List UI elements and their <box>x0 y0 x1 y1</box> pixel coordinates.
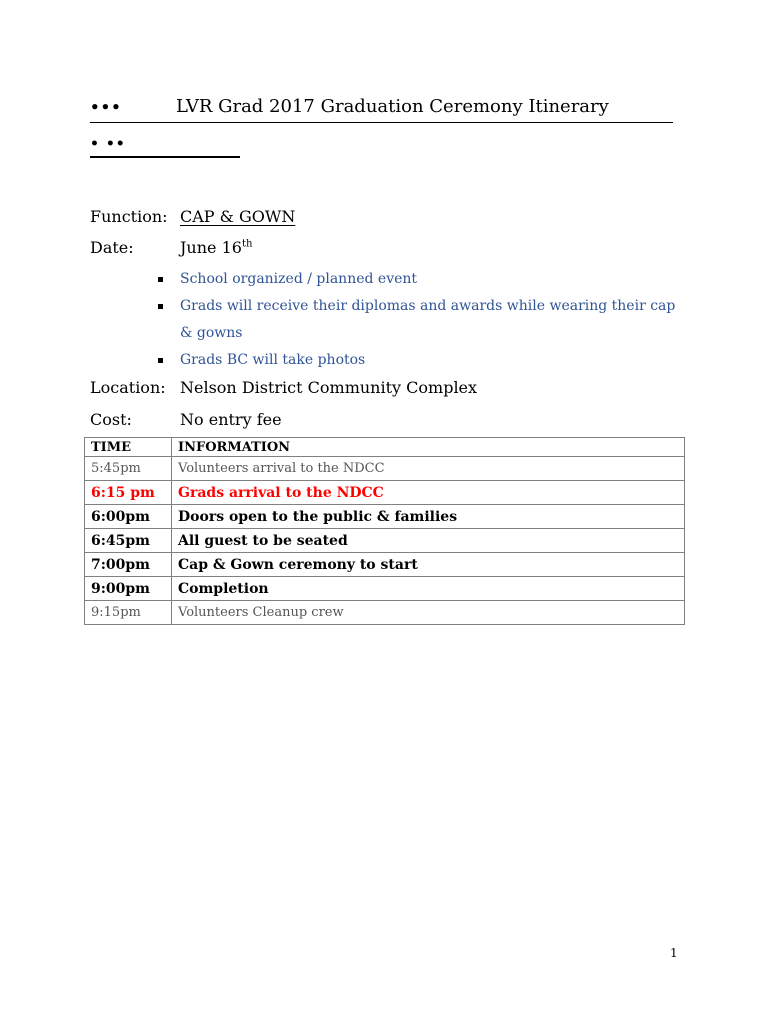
time-cell: 6:45pm <box>85 529 172 553</box>
table-row <box>85 529 685 553</box>
information-cell: Cap & Gown ceremony to start <box>172 553 685 577</box>
list-item <box>156 266 686 293</box>
square-bullet-icon <box>158 304 163 309</box>
information-cell: Volunteers Cleanup crew <box>172 601 685 625</box>
information-cell: Completion <box>172 577 685 601</box>
list-item-text: Grads will receive their diplomas and awards while wearing their cap & gowns <box>180 298 676 341</box>
function-label: Function: <box>90 207 168 226</box>
list-item-text: Grads BC will take photos <box>180 352 366 368</box>
table-row <box>85 481 685 505</box>
information-column-header: INFORMATION <box>172 438 685 457</box>
time-cell: 6:15 pm <box>85 481 172 505</box>
header-line <box>90 96 673 123</box>
list-item <box>156 293 686 347</box>
time-cell: 9:15pm <box>85 601 172 625</box>
square-bullet-icon <box>158 358 163 363</box>
table-row <box>85 553 685 577</box>
time-column-header: TIME <box>85 438 172 457</box>
table-row <box>85 577 685 601</box>
information-cell: All guest to be seated <box>172 529 685 553</box>
date-value-wrap <box>180 238 252 257</box>
table-row <box>85 457 685 481</box>
table-row <box>85 601 685 625</box>
date-label: Date: <box>90 238 134 257</box>
list-item-text: School organized / planned event <box>180 271 418 287</box>
location-label: Location: <box>90 378 166 397</box>
time-cell: 9:00pm <box>85 577 172 601</box>
cost-value: No entry fee <box>180 410 282 429</box>
list-item <box>156 347 686 374</box>
information-cell: Grads arrival to the NDCC <box>172 481 685 505</box>
table-row <box>85 505 685 529</box>
time-cell: 7:00pm <box>85 553 172 577</box>
square-bullet-icon <box>158 277 163 282</box>
date-value: June 16 <box>180 238 242 257</box>
event-details-list <box>156 266 686 374</box>
document-title: LVR Grad 2017 Graduation Ceremony Itinerary <box>176 96 609 117</box>
information-cell: Doors open to the public & families <box>172 505 685 529</box>
cost-label: Cost: <box>90 410 132 429</box>
information-cell: Volunteers arrival to the NDCC <box>172 457 685 481</box>
header-dots-top: ••• <box>90 98 122 116</box>
time-cell: 5:45pm <box>85 457 172 481</box>
itinerary-table <box>84 437 685 625</box>
subheader-line <box>90 130 240 158</box>
location-value: Nelson District Community Complex <box>180 378 478 397</box>
header-dots-bottom: • •• <box>90 136 126 152</box>
time-cell: 6:00pm <box>85 505 172 529</box>
page-number: 1 <box>670 946 678 960</box>
date-suffix: th <box>241 238 253 250</box>
table-header-row <box>85 438 685 457</box>
function-value: CAP & GOWN <box>180 207 296 226</box>
